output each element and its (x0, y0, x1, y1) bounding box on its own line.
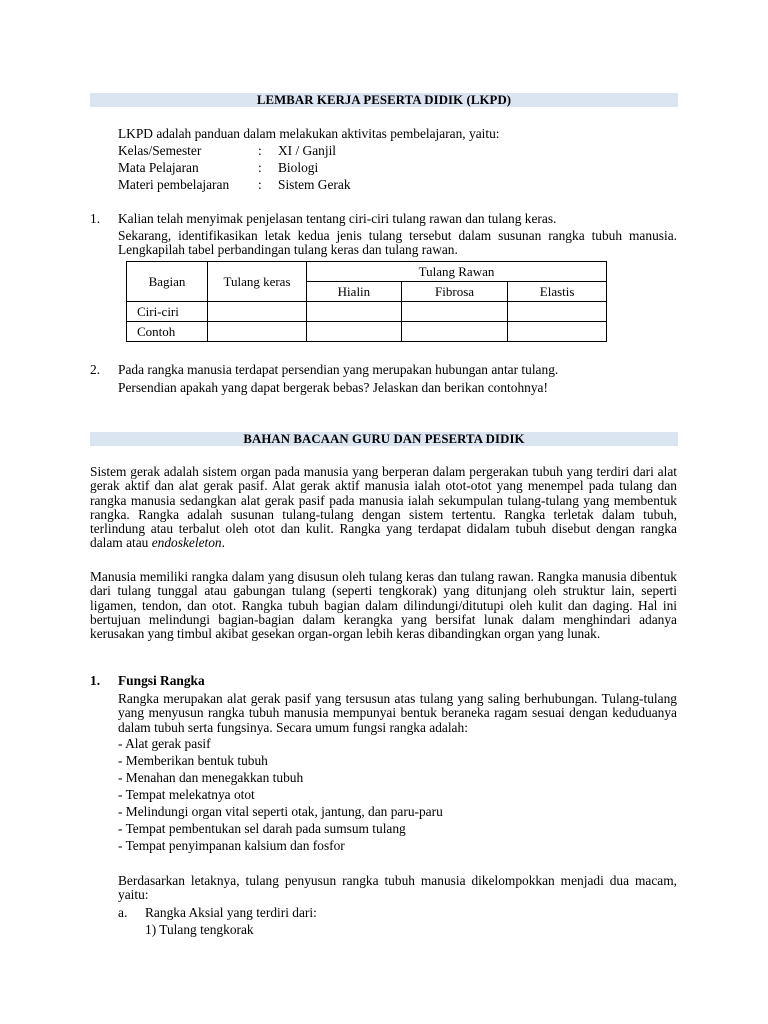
section1-para2: Berdasarkan letaknya, tulang penyusun rangka tubuh manusia dikelompokkan menjadi dua macam, yaitu: (118, 873, 677, 903)
info-label: Kelas/Semester (118, 143, 202, 158)
table-cell[interactable] (208, 322, 307, 342)
table-row (127, 322, 607, 342)
info-sep: : (258, 143, 262, 158)
table-cell[interactable] (401, 302, 507, 322)
lkpd-title: LEMBAR KERJA PESERTA DIDIK (LKPD) (90, 93, 678, 107)
info-sep: : (258, 177, 262, 192)
list-item: - Menahan dan menegakkan tubuh (118, 770, 304, 785)
para1-end: . (221, 535, 225, 551)
para1-text: Sistem gerak adalah sistem organ pada manusia yang berperan dalam pergerakan tubuh yang terdiri dari alat gerak aktif dan alat gerak pasif. Alat gerak aktif manusia ialah otot-otot yang menempel pada tulang dan rangka manusia sedangkan alat gerak pasif pada manusia ialah sekumpulan tulang-tulang yang membentuk rangka. Rangka adalah susunan tulang-tulang dengan sistem tertentu. Rangka terletak dalam tubuh, terlindung atau terbalut oleh otot dan kulit. Rangka yang terdapat didalam tubuh disebut dengan rangka dalam atau (90, 464, 677, 551)
info-value: Biologi (278, 160, 319, 175)
table-subheader-fibrosa: Fibrosa (401, 282, 507, 302)
section1-para: Rangka merupakan alat gerak pasif yang tersusun atas tulang yang saling berhubungan. Tulang-tulang yang menyusun rangka tubuh manusia mempunyai bentuk beraneka ragam sesuai dengan keduduanya dalam tubuh serta fungsinya. Secara umum fungsi rangka adalah: (118, 691, 677, 735)
q2-number: 2. (90, 362, 101, 377)
table-cell[interactable] (307, 302, 402, 322)
table-cell[interactable] (508, 322, 607, 342)
table-cell[interactable] (208, 302, 307, 322)
q1-line1: Kalian telah menyimak penjelasan tentang ciri-ciri tulang rawan dan tulang keras. (118, 211, 557, 226)
info-label: Mata Pelajaran (118, 160, 199, 175)
table-header-keras: Tulang keras (208, 262, 307, 302)
sub-a-text: Rangka Aksial yang terdiri dari: (145, 905, 317, 920)
bahan-para2: Manusia memiliki rangka dalam yang disusun oleh tulang keras dan tulang rawan. Rangka manusia dibentuk dari tulang tunggal atau gabungan tulang (seperti tengkorak) yang ditunjang oleh struktur lain, seperti ligamen, tendon, dan otot. Rangka tubuh bagian dalam dilindungi/ditutupi oleh kulit dan daging. Hal ini bertujuan melindungi bagian-bagian dalam kerangka yang bersifat lunak dalam menghindari adanya kerusakan yang timbul akibat gesekan organ-organ lebih keras dibandingkan organ yang lunak. (90, 569, 677, 642)
q1-number: 1. (90, 211, 101, 226)
list-item: - Melindungi organ vital seperti otak, jantung, dan paru-paru (118, 804, 443, 819)
sub-a-label: a. (118, 905, 128, 920)
table-row (127, 302, 607, 322)
list-item: - Tempat penyimpanan kalsium dan fosfor (118, 838, 345, 853)
info-value: Sistem Gerak (278, 177, 351, 192)
table-header-rawan: Tulang Rawan (307, 262, 607, 282)
table-subheader-hialin: Hialin (307, 282, 402, 302)
para1-italic: endoskeleton (151, 535, 222, 551)
info-label: Materi pembelajaran (118, 177, 230, 192)
list-item: - Memberikan bentuk tubuh (118, 753, 268, 768)
list-item: - Tempat pembentukan sel darah pada sumsum tulang (118, 821, 406, 836)
q1-line2: Sekarang, identifikasikan letak kedua jenis tulang tersebut dalam susunan rangka tubuh manusia. Lengkapilah tabel perbandingan tulang keras dan tulang rawan. (118, 228, 677, 258)
sub-a-item-1: 1) Tulang tengkorak (145, 922, 254, 937)
section1-heading: Fungsi Rangka (118, 673, 205, 688)
table-cell[interactable] (401, 322, 507, 342)
table-row-label: Contoh (127, 322, 208, 342)
section1-number: 1. (90, 673, 101, 688)
list-item: - Tempat melekatnya otot (118, 787, 255, 802)
table-header-bagian: Bagian (127, 262, 208, 302)
comparison-table (126, 261, 607, 342)
bahan-para1 (90, 465, 677, 551)
table-cell[interactable] (508, 302, 607, 322)
table-cell[interactable] (307, 322, 402, 342)
lkpd-intro: LKPD adalah panduan dalam melakukan aktivitas pembelajaran, yaitu: (118, 126, 500, 141)
info-value: XI / Ganjil (278, 143, 337, 158)
info-sep: : (258, 160, 262, 175)
bahan-title: BAHAN BACAAN GURU DAN PESERTA DIDIK (90, 432, 678, 446)
table-row-label: Ciri-ciri (127, 302, 208, 322)
q2-line2: Persendian apakah yang dapat bergerak bebas? Jelaskan dan berikan contohnya! (118, 380, 548, 395)
list-item: - Alat gerak pasif (118, 736, 211, 751)
table-subheader-elastis: Elastis (508, 282, 607, 302)
q2-line1: Pada rangka manusia terdapat persendian yang merupakan hubungan antar tulang. (118, 362, 559, 377)
